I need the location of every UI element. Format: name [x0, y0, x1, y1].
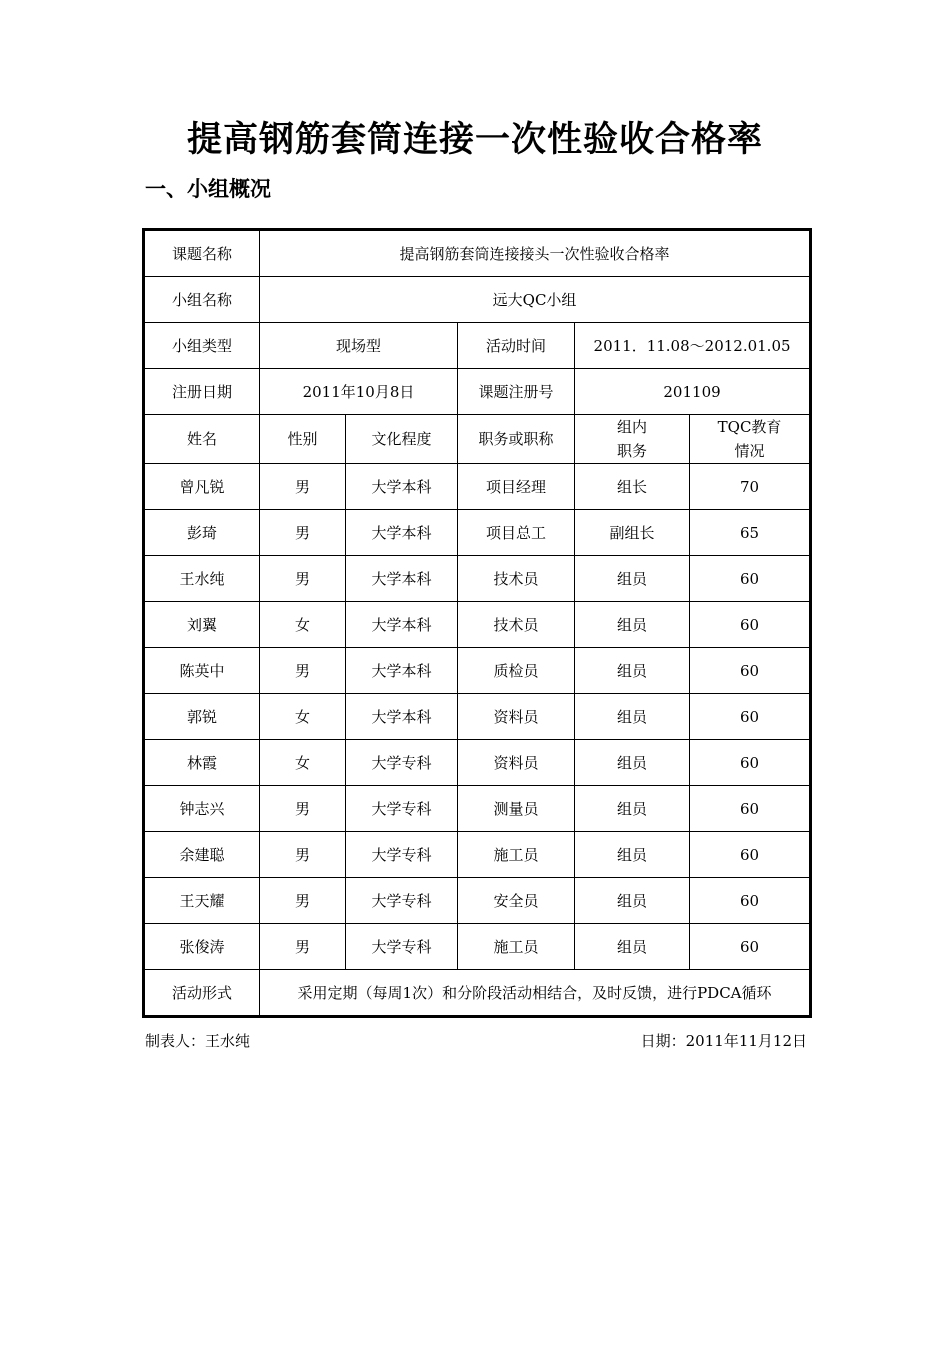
member-group-role: 组员 — [575, 694, 690, 740]
table-row — [144, 740, 811, 786]
member-job: 测量员 — [458, 786, 575, 832]
activity-form-row — [144, 970, 811, 1017]
member-education: 大学本科 — [346, 648, 458, 694]
member-job: 施工员 — [458, 924, 575, 970]
member-name: 彭琦 — [144, 510, 260, 556]
member-gender: 女 — [260, 694, 346, 740]
member-job: 资料员 — [458, 694, 575, 740]
header-name: 姓名 — [144, 415, 260, 464]
member-tqc-score: 60 — [690, 786, 811, 832]
activity-time-label: 活动时间 — [458, 323, 575, 369]
member-name: 曾凡锐 — [144, 464, 260, 510]
group-name-value: 远大QC小组 — [260, 277, 811, 323]
member-group-role: 组员 — [575, 786, 690, 832]
member-tqc-score: 60 — [690, 556, 811, 602]
header-job: 职务或职称 — [458, 415, 575, 464]
member-tqc-score: 65 — [690, 510, 811, 556]
table-date: 日期：2011年11月12日 — [640, 1032, 807, 1050]
member-gender: 男 — [260, 832, 346, 878]
member-gender: 男 — [260, 878, 346, 924]
member-tqc-score: 60 — [690, 648, 811, 694]
member-gender: 男 — [260, 648, 346, 694]
member-name: 张俊涛 — [144, 924, 260, 970]
member-tqc-score: 60 — [690, 694, 811, 740]
group-type-value: 现场型 — [260, 323, 458, 369]
registration-date-label: 注册日期 — [144, 369, 260, 415]
member-group-role: 副组长 — [575, 510, 690, 556]
member-education: 大学专科 — [346, 832, 458, 878]
header-tqc-line1: TQC教育 — [717, 418, 782, 436]
group-type-label: 小组类型 — [144, 323, 260, 369]
member-job: 项目经理 — [458, 464, 575, 510]
member-group-role: 组员 — [575, 602, 690, 648]
member-group-role: 组长 — [575, 464, 690, 510]
member-tqc-score: 70 — [690, 464, 811, 510]
topic-label: 课题名称 — [144, 230, 260, 277]
member-education: 大学专科 — [346, 740, 458, 786]
member-name: 王天耀 — [144, 878, 260, 924]
table-row — [144, 832, 811, 878]
member-gender: 男 — [260, 510, 346, 556]
table-row — [144, 878, 811, 924]
topic-row — [144, 230, 811, 277]
table-row — [144, 556, 811, 602]
member-job: 资料员 — [458, 740, 575, 786]
member-gender: 女 — [260, 602, 346, 648]
activity-form-value: 采用定期（每周1次）和分阶段活动相结合，及时反馈，进行PDCA循环 — [260, 970, 811, 1017]
member-name: 余建聪 — [144, 832, 260, 878]
member-education: 大学本科 — [346, 556, 458, 602]
member-gender: 女 — [260, 740, 346, 786]
table-row — [144, 786, 811, 832]
group-overview-table — [142, 228, 812, 1018]
table-maker: 制表人：王水纯 — [145, 1032, 251, 1050]
member-tqc-score: 60 — [690, 878, 811, 924]
member-rows — [144, 464, 811, 970]
member-name: 刘翼 — [144, 602, 260, 648]
header-education: 文化程度 — [346, 415, 458, 464]
registration-row — [144, 369, 811, 415]
member-education: 大学专科 — [346, 786, 458, 832]
member-group-role: 组员 — [575, 878, 690, 924]
member-education: 大学本科 — [346, 694, 458, 740]
member-education: 大学专科 — [346, 878, 458, 924]
member-education: 大学专科 — [346, 924, 458, 970]
table-row — [144, 924, 811, 970]
table-row — [144, 464, 811, 510]
group-name-row — [144, 277, 811, 323]
header-group-role-line1: 组内 — [616, 418, 647, 436]
member-tqc-score: 60 — [690, 924, 811, 970]
section-heading: 一、小组概况 — [145, 177, 271, 201]
header-gender: 性别 — [260, 415, 346, 464]
member-tqc-score: 60 — [690, 602, 811, 648]
topic-value: 提高钢筋套筒连接接头一次性验收合格率 — [260, 230, 811, 277]
registration-number-value: 201109 — [575, 369, 811, 415]
member-name: 林霞 — [144, 740, 260, 786]
member-group-role: 组员 — [575, 832, 690, 878]
group-type-row — [144, 323, 811, 369]
member-gender: 男 — [260, 924, 346, 970]
group-name-label: 小组名称 — [144, 277, 260, 323]
member-tqc-score: 60 — [690, 740, 811, 786]
registration-date-value: 2011年10月8日 — [260, 369, 458, 415]
member-name: 王水纯 — [144, 556, 260, 602]
member-group-role: 组员 — [575, 740, 690, 786]
member-gender: 男 — [260, 464, 346, 510]
member-header-row — [144, 415, 811, 464]
header-tqc — [690, 415, 811, 464]
member-group-role: 组员 — [575, 556, 690, 602]
member-education: 大学本科 — [346, 602, 458, 648]
member-job: 质检员 — [458, 648, 575, 694]
member-education: 大学本科 — [346, 464, 458, 510]
header-group-role-line2: 职务 — [616, 442, 647, 460]
table-row — [144, 648, 811, 694]
member-job: 技术员 — [458, 556, 575, 602]
member-tqc-score: 60 — [690, 832, 811, 878]
member-group-role: 组员 — [575, 924, 690, 970]
table-row — [144, 694, 811, 740]
member-name: 郭锐 — [144, 694, 260, 740]
activity-time-value: 2011．11.08～2012.01.05 — [575, 323, 811, 369]
member-gender: 男 — [260, 786, 346, 832]
header-tqc-line2: 情况 — [734, 442, 765, 460]
member-education: 大学本科 — [346, 510, 458, 556]
table-row — [144, 510, 811, 556]
registration-number-label: 课题注册号 — [458, 369, 575, 415]
member-job: 项目总工 — [458, 510, 575, 556]
activity-form-label: 活动形式 — [144, 970, 260, 1017]
member-job: 技术员 — [458, 602, 575, 648]
member-job: 安全员 — [458, 878, 575, 924]
member-gender: 男 — [260, 556, 346, 602]
member-name: 陈英中 — [144, 648, 260, 694]
member-job: 施工员 — [458, 832, 575, 878]
member-group-role: 组员 — [575, 648, 690, 694]
header-group-role — [575, 415, 690, 464]
table-row — [144, 602, 811, 648]
member-name: 钟志兴 — [144, 786, 260, 832]
document-title: 提高钢筋套筒连接一次性验收合格率 — [186, 120, 763, 160]
